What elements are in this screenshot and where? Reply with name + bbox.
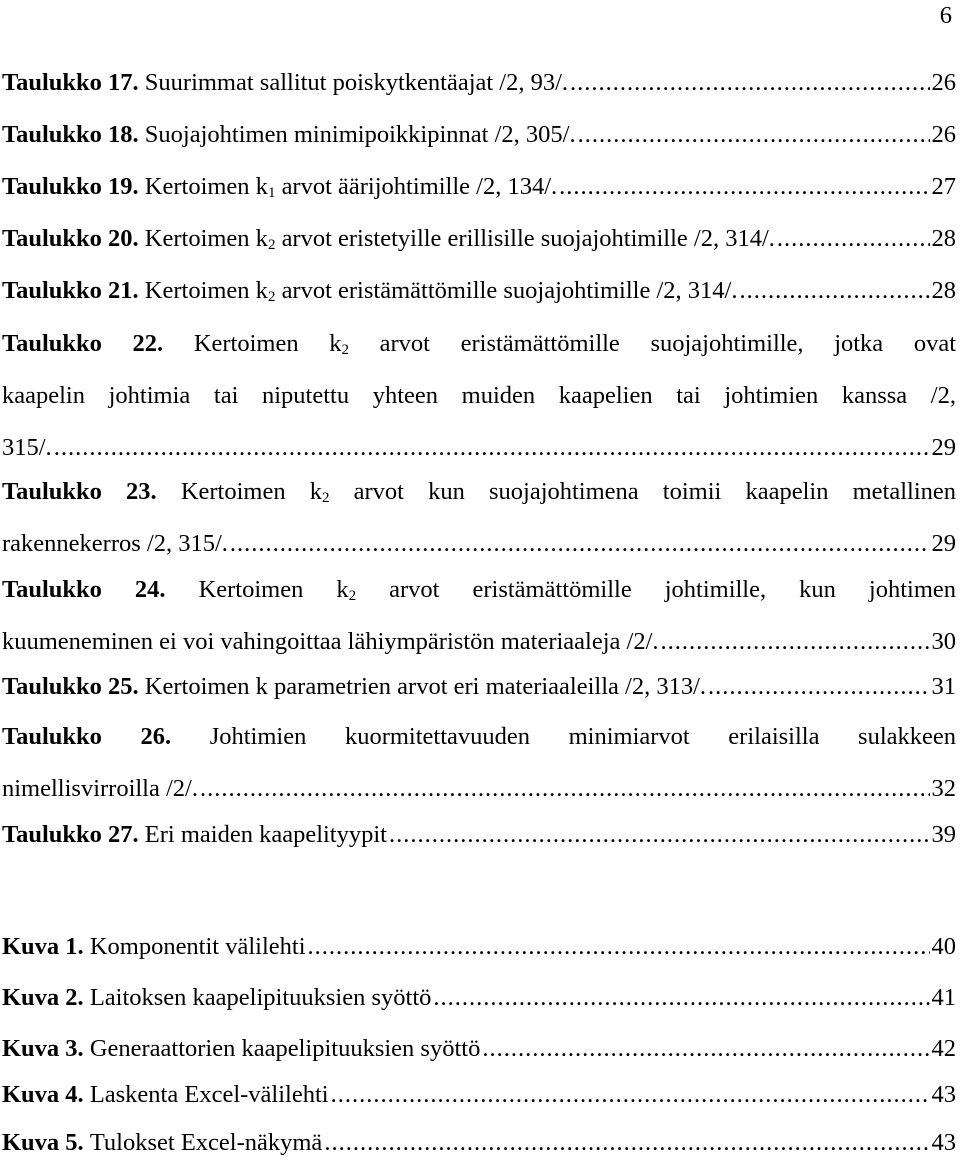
toc-entry-figure-2[interactable] <box>2 972 956 1024</box>
leader-dots <box>389 809 930 861</box>
entry-title: Suurimmat sallitut poiskytkentäajat /2, 93/. <box>144 69 569 96</box>
entry-page: 26 <box>931 121 956 148</box>
entry-page: 30 <box>931 628 956 655</box>
entry-title: Tulokset Excel-näkymä <box>89 1129 323 1156</box>
entry-line-1: Taulukko 24. Kertoimen $k_2$ arvot eristämättömille johtimille, kun johtimen <box>2 576 957 604</box>
toc-entry-table-17[interactable] <box>2 57 956 109</box>
entry-label: Taulukko 17. <box>2 69 139 96</box>
entry-label: Taulukko 22. <box>2 330 164 357</box>
entry-label: Kuva 4. <box>2 1081 84 1108</box>
entry-page: 40 <box>931 933 956 960</box>
entry-line-1: Taulukko 26. Johtimien kuormitettavuuden minimiarvot erilaisilla sulakkeen <box>2 723 957 750</box>
entry-page: 28 <box>931 277 956 304</box>
entry-label: Taulukko 18. <box>2 121 139 148</box>
entry-title: Kertoimen k parametrien arvot eri materiaaleilla /2, 313/. <box>144 673 707 700</box>
entry-title: Komponentit välilehti <box>89 933 306 960</box>
entry-label: Taulukko 24. <box>2 576 166 603</box>
leader-dots <box>578 109 930 161</box>
entry-page: 29 <box>931 530 956 557</box>
entry-page: 28 <box>931 225 956 252</box>
entry-page: 43 <box>931 1129 956 1156</box>
entry-label: Taulukko 19. <box>2 173 139 200</box>
entry-title: Suojajohtimen minimipoikkipinnat /2, 305/. <box>144 121 576 148</box>
toc-entry-table-19[interactable] <box>2 161 956 213</box>
entry-title: Kertoimen $k_2$ arvot eristämättömille suojajohtimille /2, 314/. <box>144 277 738 305</box>
entry-title: Laskenta Excel-välilehti <box>89 1081 329 1108</box>
entry-label: Kuva 5. <box>2 1129 84 1156</box>
entry-line-1: Taulukko 23. Kertoimen $k_2$ arvot kun suojajohtimena toimii kaapelin metallinen <box>2 478 957 506</box>
toc-entry-table-23[interactable] <box>2 466 956 570</box>
entry-line-2: kaapelin johtimia tai niputettu yhteen muiden kaapelien tai johtimien kanssa /2, <box>2 382 956 409</box>
leader-dots <box>331 1069 930 1121</box>
entry-page: 39 <box>931 821 956 848</box>
leader-dots <box>777 213 930 265</box>
leader-dots <box>200 763 930 815</box>
entry-label: Taulukko 26. <box>2 723 172 750</box>
entry-title: Kertoimen $k_1$ arvot äärijohtimille /2, 134/. <box>144 173 558 201</box>
entry-line-1: Taulukko 22. Kertoimen $k_2$ arvot eristämättömille suojajohtimille, jotka ovat <box>2 330 957 358</box>
toc-entry-table-24[interactable] <box>2 564 956 668</box>
toc-entry-figure-3[interactable] <box>2 1023 956 1075</box>
entry-title: Laitoksen kaapelipituuksien syöttö <box>89 984 432 1011</box>
toc-entry-table-26[interactable] <box>2 711 956 815</box>
toc-entry-figure-1[interactable] <box>2 921 956 973</box>
entry-line-2: rakennekerros /2, 315/. ..... 29 <box>2 518 956 570</box>
leader-dots <box>570 57 929 109</box>
leader-dots <box>433 972 929 1024</box>
entry-page: 26 <box>931 69 956 96</box>
leader-dots <box>230 518 930 570</box>
entry-label: Taulukko 25. <box>2 673 139 700</box>
toc-entry-figure-4[interactable] <box>2 1069 956 1121</box>
leader-dots <box>708 661 929 713</box>
entry-page: 31 <box>931 673 956 700</box>
entry-label: Kuva 2. <box>2 984 84 1011</box>
toc-entry-table-25[interactable] <box>2 661 956 713</box>
entry-page: 41 <box>931 984 956 1011</box>
toc-entry-table-21[interactable] <box>2 265 956 317</box>
entry-title: Generaattorien kaapelipituuksien syöttö <box>89 1035 481 1062</box>
entry-page: 32 <box>931 775 956 802</box>
entry-label: Kuva 1. <box>2 933 84 960</box>
toc-entry-table-18[interactable] <box>2 109 956 161</box>
entry-label: Taulukko 27. <box>2 821 139 848</box>
leader-dots <box>324 1117 929 1169</box>
toc-entry-table-20[interactable] <box>2 213 956 265</box>
page-number: 6 <box>939 2 952 29</box>
entry-line-2: kuumeneminen ei voi vahingoittaa lähiympäristön materiaaleja /2/. ..... 30 <box>2 616 956 668</box>
entry-title: Kertoimen $k_2$ arvot eristetyille erillisille suojajohtimille /2, 314/. <box>144 225 775 253</box>
entry-label: Kuva 3. <box>2 1035 84 1062</box>
entry-page: 29 <box>931 434 956 461</box>
leader-dots <box>308 921 930 973</box>
leader-dots <box>559 161 929 213</box>
entry-line-3: 315/. ..... 29 <box>2 422 956 474</box>
toc-entry-table-27[interactable] <box>2 809 956 861</box>
entry-label: Taulukko 23. <box>2 478 157 505</box>
leader-dots <box>739 265 929 317</box>
entry-label: Taulukko 21. <box>2 277 139 304</box>
entry-page: 43 <box>931 1081 956 1108</box>
leader-dots <box>482 1023 929 1075</box>
toc-entry-table-22[interactable] <box>2 318 956 474</box>
entry-label: Taulukko 20. <box>2 225 139 252</box>
entry-page: 42 <box>931 1035 956 1062</box>
entry-page: 27 <box>931 173 956 200</box>
toc-entry-figure-5[interactable] <box>2 1117 956 1169</box>
entry-title: Eri maiden kaapelityypit <box>144 821 387 848</box>
entry-line-2: nimellisvirroilla /2/. ..... 32 <box>2 763 956 815</box>
